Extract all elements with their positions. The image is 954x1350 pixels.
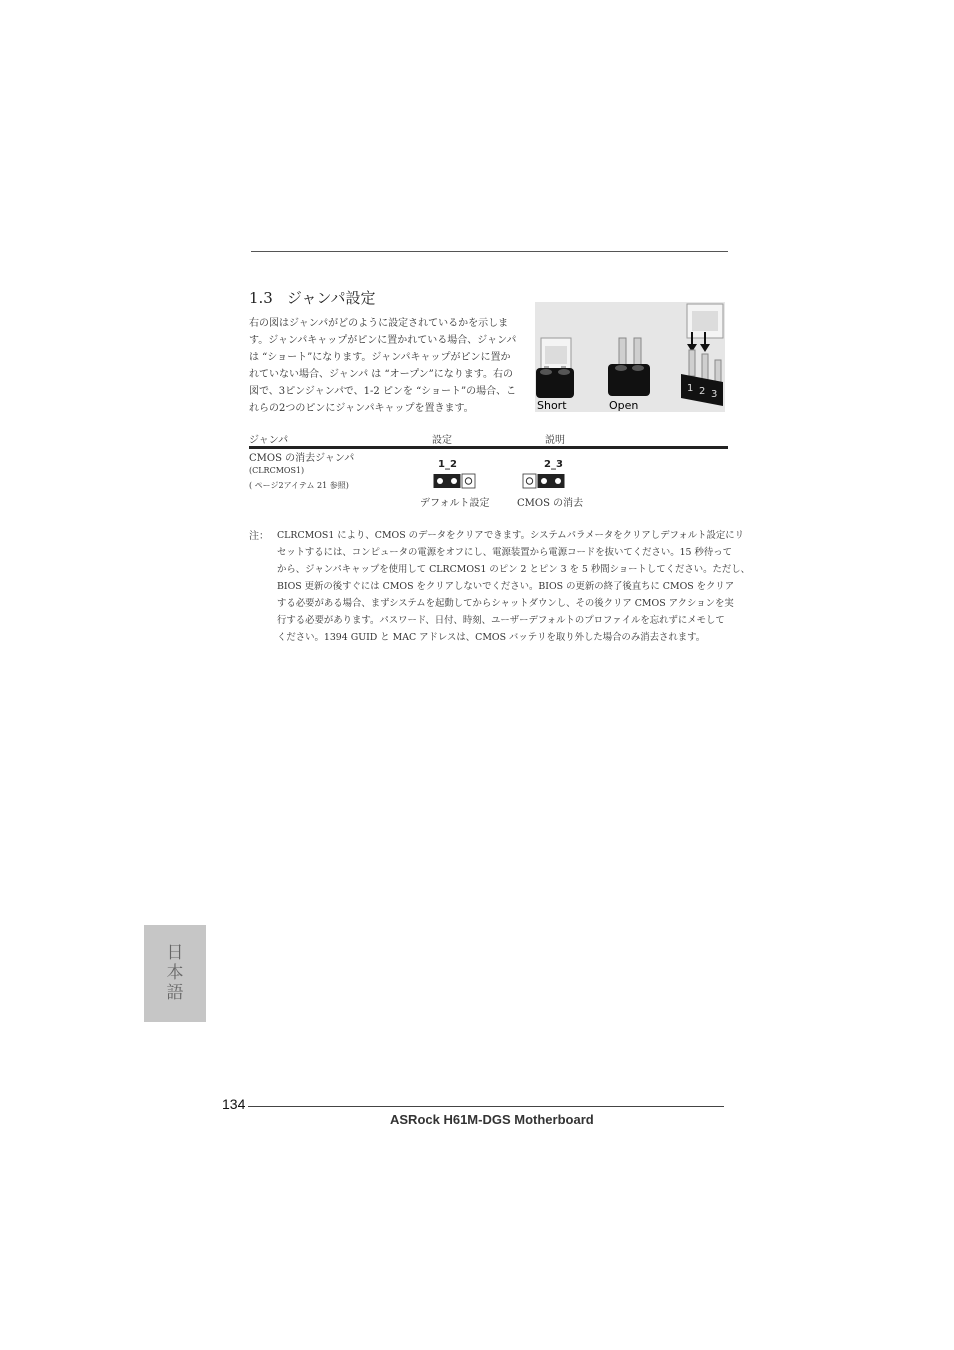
pins-2-3-shorted-graphic — [522, 473, 566, 489]
side-tab-char: 語 — [166, 983, 184, 1003]
open-label: Open — [609, 399, 639, 412]
short-jumper-graphic — [536, 338, 574, 398]
intro-line: れていない場合、ジャンパ は “オープン”になります。右の — [249, 369, 513, 380]
jumper-page-ref: ( ページ2アイテム 21 参照) — [249, 481, 349, 490]
note-line: から、ジャンパキャップを使用して CLRCMOS1 のピン 2 とピン 3 を 5 秒間ショートしてください。ただし、 — [277, 564, 751, 575]
footer-title: ASRock H61M-DGS Motherboard — [390, 1112, 594, 1127]
note-paragraph — [277, 527, 751, 646]
pin-number-2: 2 — [699, 386, 706, 397]
note-label: 注： — [249, 531, 269, 542]
side-tab-char: 日 — [166, 943, 184, 963]
jumper-name: CMOS の消去ジャンパ — [249, 453, 355, 464]
section-title — [249, 287, 376, 308]
intro-line: 右の図はジャンパがどのように設定されているかを示しま — [249, 318, 509, 329]
setting-2-3-caption: CMOS の消去 — [517, 498, 584, 509]
intro-line: は “ショート”になります。ジャンパキャップがピンに置か — [249, 352, 511, 363]
top-divider — [251, 251, 728, 252]
section-title-text: ジャンパ設定 — [286, 289, 376, 307]
intro-line: す。ジャンパキャップがピンに置かれている場合、ジャンパ — [249, 335, 517, 346]
setting-2-3-label: 2_3 — [544, 459, 563, 470]
page-number: 134 — [222, 1096, 246, 1112]
intro-line: れらの2つのピンにジャンパキャップを置きます。 — [249, 403, 474, 414]
note-line: 行する必要があります。パスワード、日付、時刻、ユーザーデフォルトのプロファイルを忘れずにメモして — [277, 615, 725, 626]
side-tab-char: 本 — [166, 963, 184, 983]
jumper-photo-svg — [535, 302, 725, 412]
intro-line: 図で、3ピンジャンパで、1-2 ピンを “ショート”の場合、こ — [249, 386, 517, 397]
pin-number-1: 1 — [687, 383, 694, 394]
header-jumper: ジャンパ — [249, 435, 289, 446]
note-line: BIOS 更新の後すぐには CMOS をクリアしないでください。BIOS の更新の終了後直ちに CMOS をクリア — [277, 581, 735, 592]
pin-number-3: 3 — [711, 389, 718, 400]
jumper-diagram-2-3 — [522, 473, 566, 493]
footer-divider — [248, 1106, 724, 1107]
pins-1-2-shorted-graphic — [433, 473, 477, 489]
jumper-illustration — [535, 302, 725, 412]
section-number: 1.3 — [249, 289, 273, 307]
header-setting: 設定 — [432, 435, 452, 446]
note-line: CLRCMOS1 により、CMOS のデータをクリアできます。システムパラメータをクリアしデフォルト設定にリ — [277, 530, 744, 541]
setting-1-2-label: 1_2 — [438, 459, 457, 470]
note-line: ください。1394 GUID と MAC アドレスは、CMOS バッテリを取り外した場合のみ消去されます。 — [277, 632, 706, 643]
short-label: Short — [537, 399, 567, 412]
note-line: する必要がある場合、まずシステムを起動してからシャットダウンし、その後クリア CMOS アクションを実 — [277, 598, 734, 609]
setting-1-2-caption: デフォルト設定 — [420, 498, 490, 509]
side-tab-text — [144, 943, 206, 1003]
jumper-id: (CLRCMOS1) — [249, 466, 305, 475]
note-line: セットするには、コンピュータの電源をオフにし、電源装置から電源コードを抜いてください。15 秒待って — [277, 547, 732, 558]
jumper-diagram-1-2 — [433, 473, 477, 493]
intro-paragraph — [249, 315, 527, 417]
header-description: 説明 — [545, 435, 565, 446]
language-side-tab — [144, 925, 206, 1022]
